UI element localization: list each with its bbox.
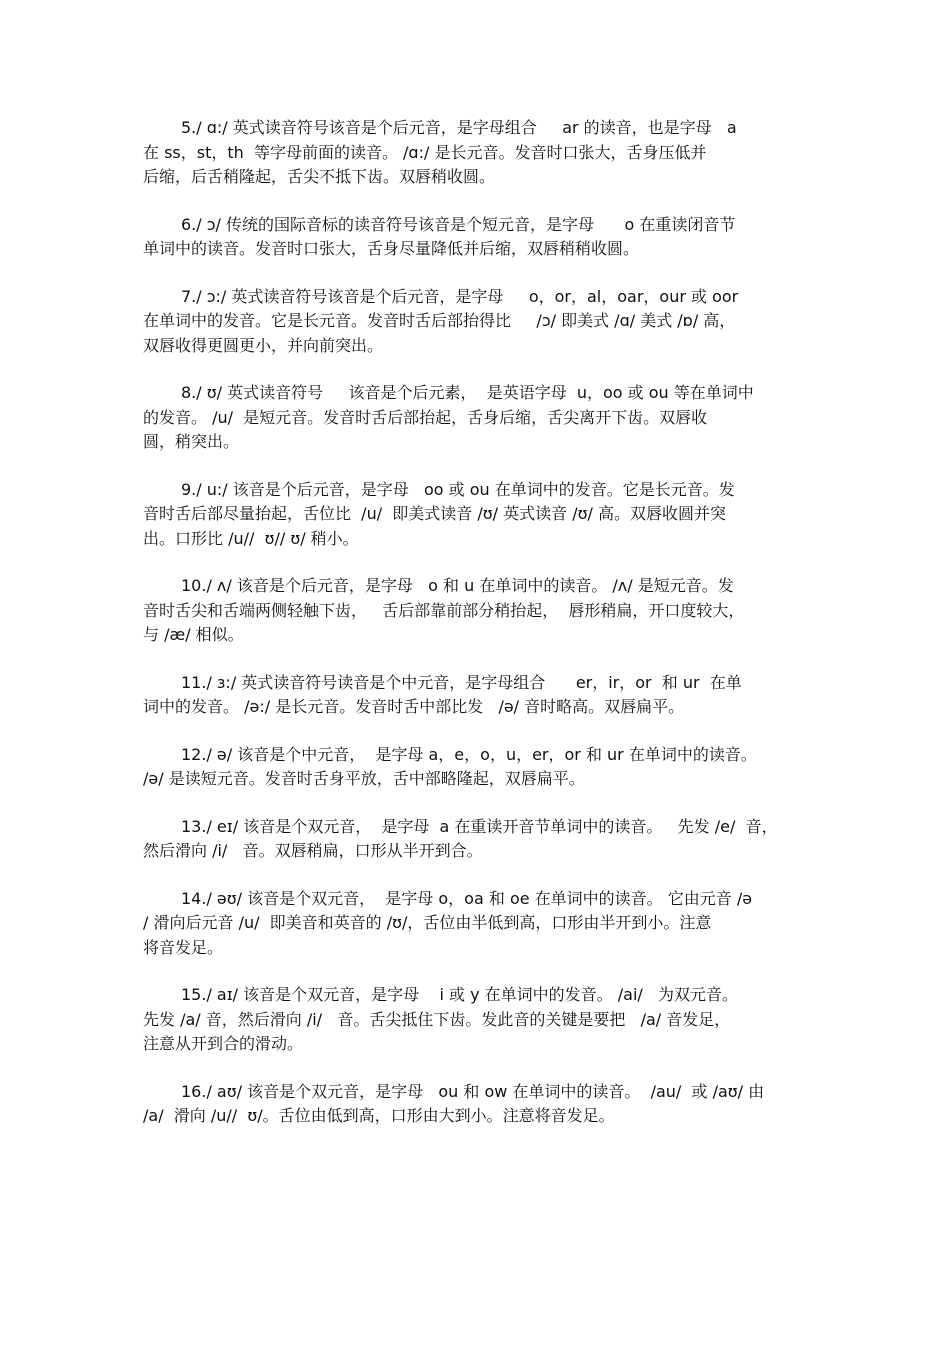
paragraph-line: 14./ əʊ/ 该音是个双元音， 是字母 o，oa 和 oe 在单词中的读音。 它由元音 /ə [181, 888, 753, 908]
phonetic-paragraph [143, 983, 808, 1057]
paragraph-line: 5./ ɑ:/ 英式读音符号该音是个后元音，是字母组合 ar 的读音，也是字母 a [181, 118, 737, 137]
paragraph-line: 8./ ʊ/ 英式读音符号 该音是个后元素， 是英语字母 u，oo 或 ou 等在单词中 [181, 383, 754, 402]
paragraph-line: 在 ss，st，th 等字母前面的读音。 /ɑ:/ 是长元音。发音时口张大，舌身压低并 [143, 142, 707, 162]
paragraph-line: 将音发足。 [143, 937, 224, 957]
phonetic-paragraph [143, 815, 808, 864]
paragraph-line: 音时舌后部尽量抬起，舌位比 /u/ 即美式读音 /ʊ/ 英式读音 /ʊ/ 高。双唇收圆并突 [143, 504, 726, 523]
paragraph-line: 的发音。 /u/ 是短元音。发音时舌后部抬起，舌身后缩，舌尖离开下齿。双唇收 [143, 407, 708, 427]
paragraph-line: /a/ 滑向 /u// ʊ/。舌位由低到高，口形由大到小。注意将音发足。 [143, 1106, 615, 1125]
paragraph-line: 后缩，后舌稍隆起，舌尖不抵下齿。双唇稍收圆。 [143, 167, 496, 186]
phonetic-paragraph [143, 671, 808, 720]
paragraph-line: 11./ ɜ:/ 英式读音符号读音是个中元音，是字母组合 er，ir，or 和 ur 在单 [181, 672, 742, 692]
paragraph-line: 词中的发音。 /ə:/ 是长元音。发音时舌中部比发 /ə/ 音时略高。双唇扁平。 [143, 697, 685, 716]
phonetic-paragraph [143, 743, 808, 792]
phonetic-paragraph [143, 116, 808, 190]
phonetic-paragraph [143, 887, 808, 961]
document-body [143, 116, 808, 1152]
paragraph-line: 9./ u:/ 该音是个后元音，是字母 oo 或 ou 在单词中的发音。它是长元音。发 [181, 479, 735, 499]
paragraph-line: 13./ eɪ/ 该音是个双元音， 是字母 a 在重读开音节单词中的读音。 先发 /e/ 音， [181, 816, 778, 836]
paragraph-line: 圆，稍突出。 [143, 432, 240, 451]
paragraph-line: 双唇收得更圆更小，并向前突出。 [143, 335, 384, 355]
phonetic-paragraph [143, 574, 808, 648]
paragraph-line: / 滑向后元音 /u/ 即美音和英音的 /ʊ/，舌位由半低到高，口形由半开到小。注意 [143, 913, 712, 932]
paragraph-line: 在单词中的发音。它是长元音。发音时舌后部抬得比 /ɔ/ 即美式 /ɑ/ 美式 /ɒ/ 高， [143, 311, 736, 330]
phonetic-paragraph [143, 1080, 808, 1129]
paragraph-line: 然后滑向 /i/ 音。双唇稍扁，口形从半开到合。 [143, 841, 483, 860]
paragraph-line: 先发 /a/ 音，然后滑向 /i/ 音。舌尖抵住下齿。发此音的关键是要把 /a/ 音发足， [143, 1009, 731, 1029]
paragraph-line: 12./ ə/ 该音是个中元音， 是字母 a，e，o，u，er，or 和 ur 在单词中的读音。 [181, 744, 757, 764]
paragraph-line: 10./ ʌ/ 该音是个后元音，是字母 o 和 u 在单词中的读音。 /ʌ/ 是短元音。发 [181, 576, 734, 595]
phonetic-paragraph [143, 381, 808, 455]
paragraph-line: 16./ aʊ/ 该音是个双元音，是字母 ou 和 ow 在单词中的读音。 /au/ 或 /aʊ/ 由 [181, 1081, 765, 1101]
phonetic-paragraph [143, 285, 808, 359]
paragraph-line: 15./ aɪ/ 该音是个双元音，是字母 i 或 y 在单词中的发音。 /ai/ 为双元音。 [181, 985, 739, 1004]
paragraph-line: 单词中的读音。发音时口张大，舌身尽量降低并后缩，双唇稍稍收圆。 [143, 239, 640, 258]
paragraph-line: 7./ ɔ:/ 英式读音符号该音是个后元音，是字母 o，or，al，oar，our 或 oor [181, 286, 739, 306]
paragraph-line: 注意从开到合的滑动。 [143, 1034, 304, 1053]
paragraph-line: 6./ ɔ/ 传统的国际音标的读音符号该音是个短元音，是字母 o 在重读闭音节 [181, 214, 736, 234]
paragraph-line: 音时舌尖和舌端两侧轻触下齿， 舌后部靠前部分稍抬起， 唇形稍扁，开口度较大， [143, 600, 745, 620]
phonetic-paragraph [143, 478, 808, 552]
paragraph-line: 出。口形比 /u// ʊ// ʊ/ 稍小。 [143, 528, 359, 548]
phonetic-paragraph [143, 213, 808, 262]
paragraph-line: 与 /æ/ 相似。 [143, 625, 244, 644]
paragraph-line: /ə/ 是读短元音。发音时舌身平放，舌中部略隆起，双唇扁平。 [143, 769, 585, 788]
